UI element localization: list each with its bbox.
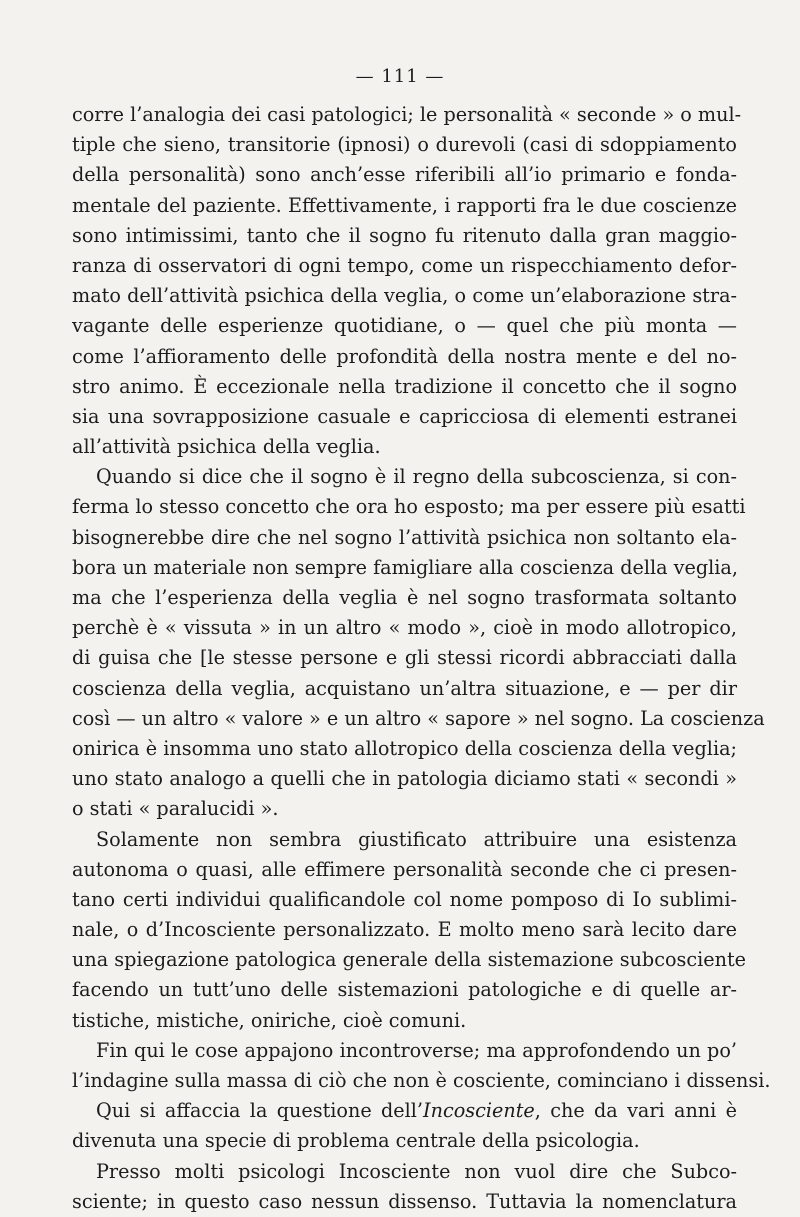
page-number: — 111 —	[355, 66, 445, 87]
text-line: della personalità) sono anch’esse riferibili all’io primario e fonda-	[72, 163, 737, 187]
text-line: bora un materiale non sempre famigliare alla coscienza della veglia,	[72, 555, 738, 579]
text-line: perchè è « vissuta » in un altro « modo », cioè in modo allotropico,	[72, 616, 737, 640]
text-line: nale, o d’Incosciente personalizzato. E molto meno sarà lecito dare	[72, 918, 737, 942]
text-line: sia una sovrapposizione casuale e capricciosa di elementi estranei	[72, 404, 737, 428]
text-line: bisognerebbe dire che nel sogno l’attività psichica non soltanto ela-	[72, 525, 737, 549]
text-line: mentale del paziente. Effettivamente, i rapporti fra le due coscienze	[72, 193, 737, 217]
text-line: Fin qui le cose appajono incontroverse; ma approfondendo un po’	[96, 1038, 737, 1062]
text-line: facendo un tutt’uno delle sistemazioni patologiche e di quelle ar-	[72, 978, 737, 1002]
text-line: così — un altro « valore » e un altro « sapore » nel sogno. La coscienza	[72, 706, 765, 730]
text-line: tistiche, mistiche, oniriche, cioè comuni.	[72, 1008, 467, 1032]
text-line: come l’affioramento delle profondità della nostra mente e del no-	[72, 344, 737, 368]
text-line: Quando si dice che il sogno è il regno della subcoscienza, si con-	[96, 465, 737, 489]
text-line: stro animo. È eccezionale nella tradizione il concetto che il sogno	[72, 374, 737, 398]
text-line: Presso molti psicologi Incosciente non vuol dire che Subco-	[96, 1159, 737, 1183]
text-line: sono intimissimi, tanto che il sogno fu ritenuto dalla gran maggio-	[72, 223, 737, 247]
text-line: mato dell’attività psichica della veglia, o come un’elaborazione stra-	[72, 284, 737, 308]
text-line: coscienza della veglia, acquistano un’altra situazione, e — per dir	[72, 676, 737, 700]
text-line: vagante delle esperienze quotidiane, o — quel che più monta —	[72, 314, 737, 338]
text-line: Qui si affaccia la questione dell’Incosciente, che da vari anni è	[96, 1099, 737, 1123]
text-line: ranza di osservatori di ogni tempo, come un rispecchiamento defor-	[72, 253, 737, 277]
text-line: uno stato analogo a quelli che in patologia diciamo stati « secondi »	[72, 767, 737, 791]
text-line: divenuta una specie di problema centrale della psicologia.	[72, 1129, 640, 1153]
text-line: Solamente non sembra giustificato attribuire una esistenza	[96, 827, 737, 851]
text-line: onirica è insomma uno stato allotropico della coscienza della veglia;	[72, 736, 737, 760]
text-line: o stati « paralucidi ».	[72, 797, 279, 821]
text-line: sciente; in questo caso nessun dissenso. Tuttavia la nomenclatura	[72, 1189, 737, 1213]
text-line: l’indagine sulla massa di ciò che non è cosciente, cominciano i dissensi.	[72, 1069, 771, 1092]
text-line: ma che l’esperienza della veglia è nel sogno trasformata soltanto	[72, 586, 737, 609]
text-line: autonoma o quasi, alle effimere personalità seconde che ci presen-	[72, 857, 737, 881]
text-line: all’attività psichica della veglia.	[72, 435, 381, 459]
body-text	[72, 100, 771, 1217]
text-line: corre l’analogia dei casi patologici; le personalità « seconde » o mul-	[72, 103, 742, 126]
italic-term: Incosciente	[423, 1099, 535, 1123]
text-line: tano certi individui qualificandole col nome pomposo di Io sublimi-	[72, 887, 737, 911]
text-line: ferma lo stesso concetto che ora ho esposto; ma per essere più esatti	[72, 495, 746, 519]
text-line: di guisa che [le stesse persone e gli stessi ricordi abbracciati dalla	[72, 646, 737, 670]
text-line: una spiegazione patologica generale della sistemazione subcosciente	[72, 948, 747, 972]
text-line: tiple che sieno, transitorie (ipnosi) o durevoli (casi di sdoppiamento	[72, 133, 737, 157]
